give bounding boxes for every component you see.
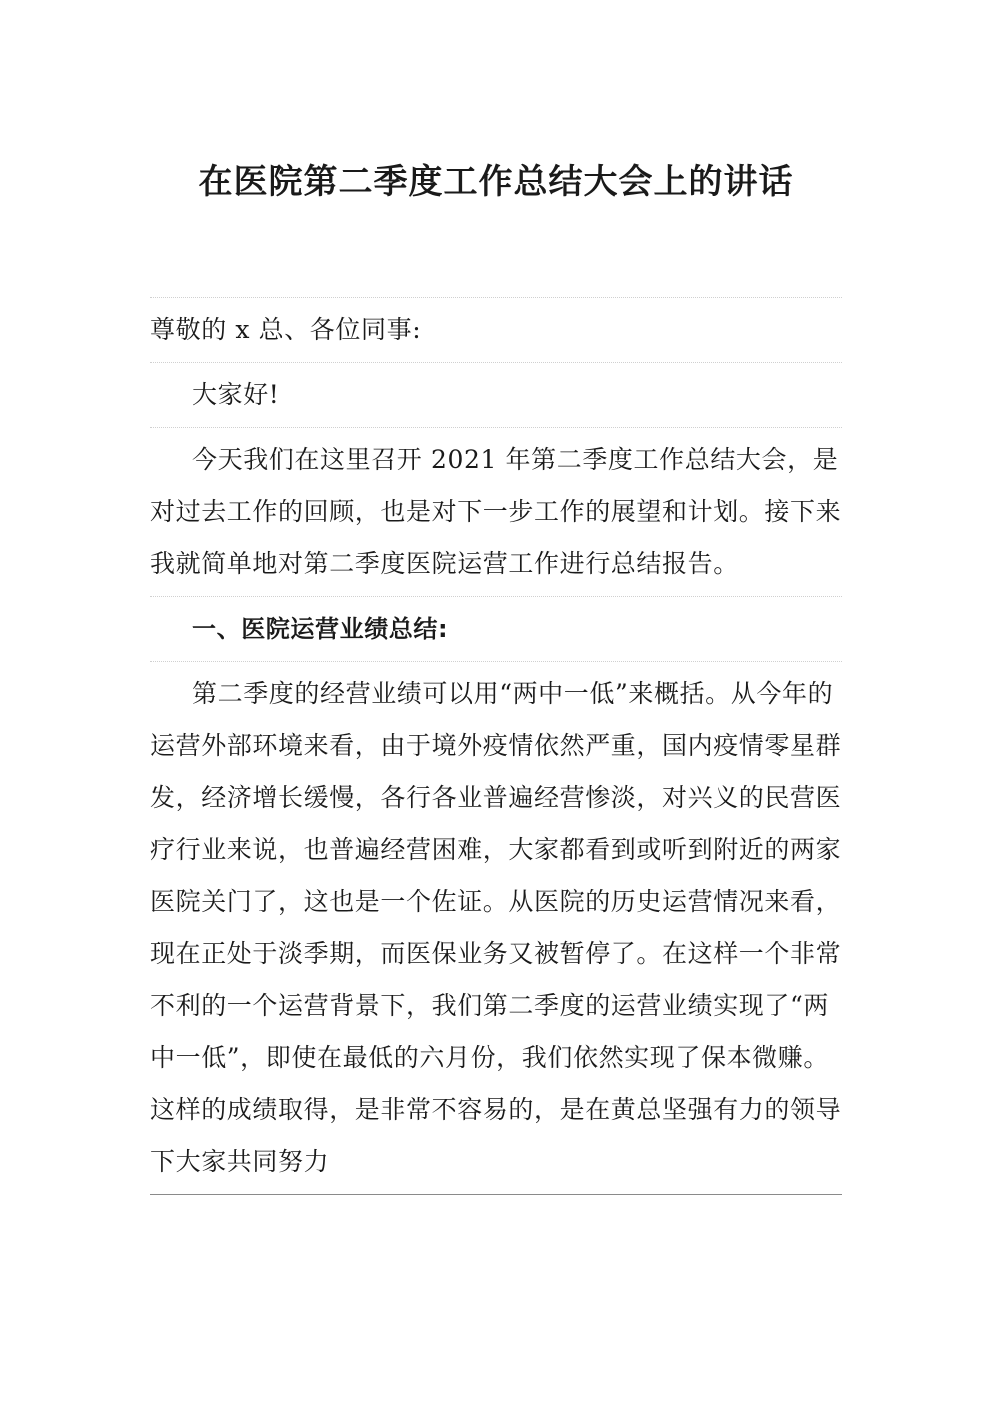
section-paragraph: 第二季度的经营业绩可以用“两中一低”来概括。从今年的运营外部环境来看，由于境外疫情依然严重，国内疫情零星群发，经济增长缓慢，各行各业普遍经营惨淡，对兴义的民营医疗行业来说，也普遍经营困难，大家都看到或听到附近的两家医院关门了，这也是一个佐证。从医院的历史运营情况来看，现在正处于淡季期，而医保业务又被暂停了。在这样一个非常不利的一个运营背景下，我们第二季度的运营业绩实现了“两中一低”，即使在最低的六月份，我们依然实现了保本微赚。这样的成绩取得，是非常不容易的，是在黄总坚强有力的领导下大家共同努力 [150, 662, 842, 1195]
document-title: 在医院第二季度工作总结大会上的讲话 [198, 162, 794, 202]
greeting: 大家好! [150, 363, 842, 428]
salutation: 尊敬的 x 总、各位同事: [150, 297, 842, 363]
document-body [150, 297, 842, 1195]
section-heading: 一、医院运营业绩总结: [150, 597, 842, 662]
intro-paragraph: 今天我们在这里召开 2021 年第二季度工作总结大会，是对过去工作的回顾，也是对下一步工作的展望和计划。接下来我就简单地对第二季度医院运营工作进行总结报告。 [150, 428, 842, 597]
